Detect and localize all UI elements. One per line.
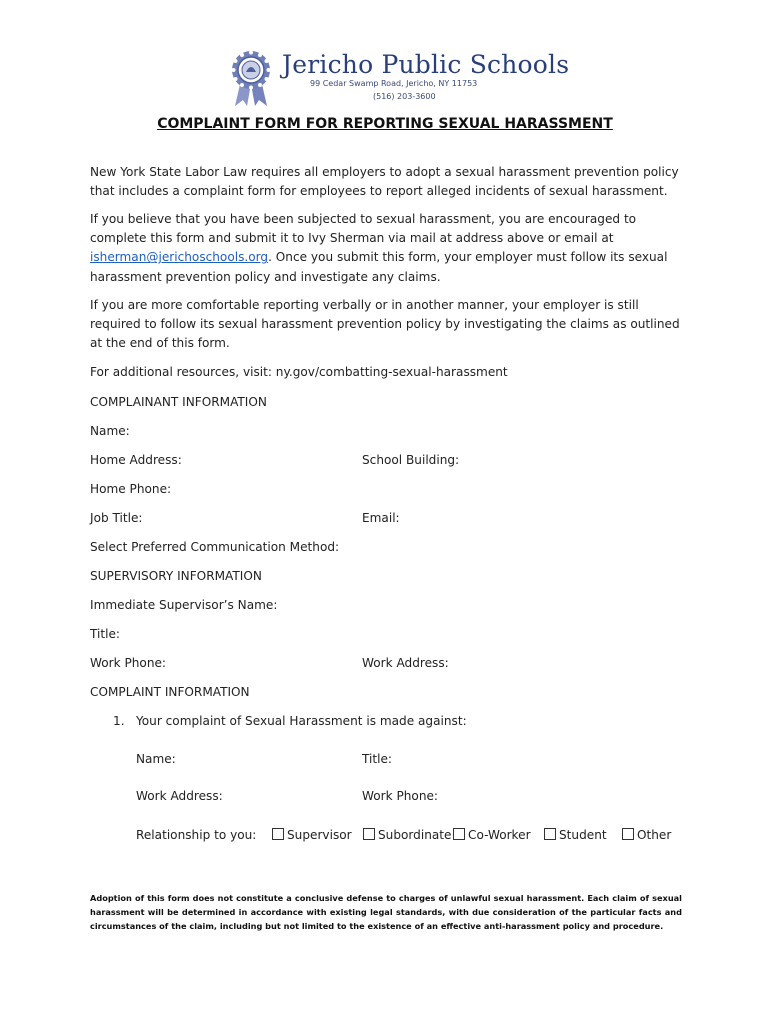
option-subordinate[interactable] bbox=[363, 828, 451, 842]
option-other[interactable] bbox=[622, 828, 671, 842]
intro-p2-text-end: . Once you submit this form, your employer must follow its sexual harassment prevention policy and investigate any claims. bbox=[90, 250, 668, 284]
accused-work-phone-label: Work Phone: bbox=[362, 789, 439, 803]
accused-name-label: Name: bbox=[136, 752, 176, 766]
intro-paragraph-2 bbox=[90, 210, 680, 287]
supervisory-heading: SUPERVISORY INFORMATION bbox=[90, 569, 262, 583]
intro-paragraph-1: New York State Labor Law requires all employers to adopt a sexual harassment prevention policy that includes a complaint form for employees to report alleged incidents of sexual harassment. bbox=[90, 165, 679, 199]
supervisor-name-label: Immediate Supervisor’s Name: bbox=[90, 598, 278, 612]
complaint-against-label: Your complaint of Sexual Harassment is made against: bbox=[136, 714, 467, 728]
accused-title-label: Title: bbox=[362, 752, 392, 766]
footer-disclaimer: Adoption of this form does not constitute a conclusive defense to charges of unlawful sexual harassment. Each claim of sexual harassment will be determined in accordance with existing legal standards, with due consideration of the particular facts and circumstances of the claim, including but not limited to the existence of an effective anti-harassment policy and procedure. bbox=[90, 893, 682, 931]
email-label: Email: bbox=[362, 511, 400, 525]
form-title: COMPLAINT FORM FOR REPORTING SEXUAL HARASSMENT bbox=[157, 116, 613, 132]
option-coworker-label: Co-Worker bbox=[468, 828, 531, 842]
option-other-label: Other bbox=[637, 828, 672, 842]
complainant-heading: COMPLAINANT INFORMATION bbox=[90, 395, 267, 409]
option-student[interactable] bbox=[544, 828, 607, 842]
item-number: 1. bbox=[113, 714, 125, 728]
resources-line: For additional resources, visit: ny.gov/combatting-sexual-harassment bbox=[90, 365, 508, 379]
relationship-label: Relationship to you: bbox=[136, 828, 257, 842]
home-address-label: Home Address: bbox=[90, 453, 182, 467]
intro-p2-text: If you believe that you have been subjected to sexual harassment, you are encouraged to complete this form and submit it to Ivy Sherman via mail at address above or email at bbox=[90, 212, 637, 246]
supervisor-title-label: Title: bbox=[90, 627, 120, 641]
option-student-label: Student bbox=[559, 828, 607, 842]
accused-work-address-label: Work Address: bbox=[136, 789, 223, 803]
checkbox-subordinate[interactable] bbox=[363, 828, 375, 840]
brand-address: 99 Cedar Swamp Road, Jericho, NY 11753 bbox=[310, 79, 478, 88]
intro-paragraph-3: If you are more comfortable reporting verbally or in another manner, your employer is still required to follow its sexual harassment prevention policy by investigating the claims as outlined at the end of this form. bbox=[90, 298, 680, 351]
checkbox-supervisor[interactable] bbox=[272, 828, 284, 840]
email-link[interactable]: isherman@jerichoschools.org bbox=[90, 250, 269, 265]
checkbox-other[interactable] bbox=[622, 828, 634, 840]
home-phone-label: Home Phone: bbox=[90, 482, 172, 496]
brand-title: Jericho Public Schools bbox=[282, 50, 570, 79]
school-building-label: School Building: bbox=[362, 453, 460, 467]
option-supervisor-label: Supervisor bbox=[287, 828, 352, 842]
complaint-heading: COMPLAINT INFORMATION bbox=[90, 685, 250, 699]
checkbox-coworker[interactable] bbox=[453, 828, 465, 840]
supervisor-work-phone-label: Work Phone: bbox=[90, 656, 167, 670]
complainant-name-label: Name: bbox=[90, 424, 130, 438]
option-supervisor[interactable] bbox=[272, 828, 352, 842]
brand-phone: (516) 203-3600 bbox=[373, 92, 436, 101]
option-coworker[interactable] bbox=[453, 828, 531, 842]
option-subordinate-label: Subordinate bbox=[378, 828, 452, 842]
communication-method-label: Select Preferred Communication Method: bbox=[90, 540, 340, 554]
school-seal-icon bbox=[229, 50, 273, 108]
job-title-label: Job Title: bbox=[90, 511, 143, 525]
supervisor-work-address-label: Work Address: bbox=[362, 656, 449, 670]
checkbox-student[interactable] bbox=[544, 828, 556, 840]
